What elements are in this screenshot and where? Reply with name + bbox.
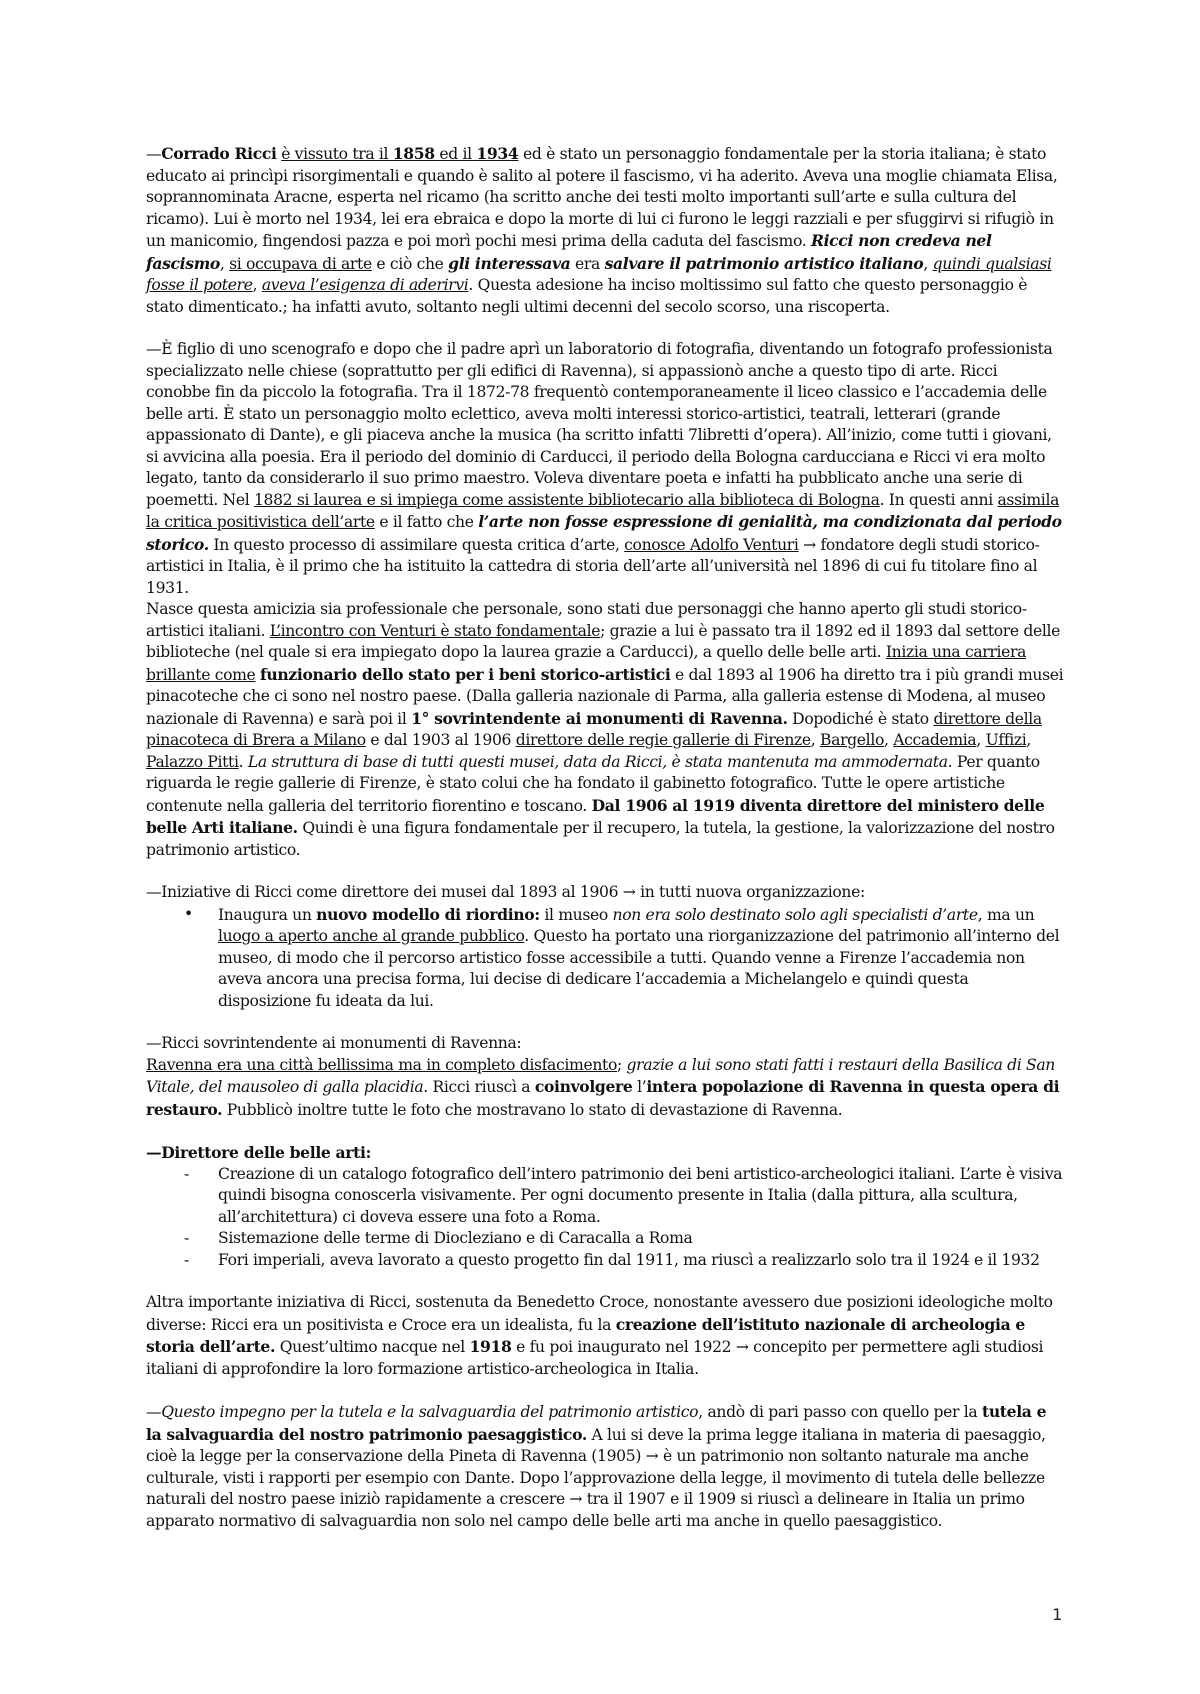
text-run: Per quanto riguarda le regie gallerie di Firenze, è stato colui che ha fondato il gabinetto fotografico. Tutte le opere artistiche contenute nella galleria del territorio fiorentino e toscano. [146, 752, 1040, 815]
text-run: Questo impegno per la tutela e la salvaguardia del patrimonio artistico [161, 1403, 699, 1421]
text-run: . In questi anni [879, 490, 998, 509]
text-run: grazie a lui sono stati fatti i restauri della Basilica di San Vitale, del mausoleo di galla placidia [146, 1055, 1055, 1096]
list-item [146, 1250, 1064, 1272]
text-run: salvare il patrimonio artistico italiano [604, 253, 924, 273]
text-run: ; grazie a lui è passato tra il 1892 ed il 1893 dal settore delle biblioteche (nel quale si era impiegato dopo la laurea grazie a Carducci), a quello delle belle arti. [146, 621, 1061, 661]
text-run: , [923, 254, 933, 273]
text-run: 1934 [476, 144, 519, 163]
text-run: e ciò che [371, 254, 449, 273]
text-run: , [1026, 731, 1031, 749]
director-list [146, 1164, 1064, 1272]
text-run: 1882 si laurea e si impiega come assistente bibliotecario alla biblioteca di Bologna [253, 490, 880, 509]
text-run: . Questo ha portato una riorganizzazione del patrimonio all’interno del museo, di modo che il percorso artistico fosse accessibile a tutti. Quando venne a Firenze l’accademia non aveva ancora una precisa forma, lui decise di dedicare l’accademia a Michelangelo e quindi questa disposizione fu ideata da lui. [218, 927, 1060, 1010]
text-run: , [884, 731, 894, 749]
text-run: l’ [632, 1078, 647, 1096]
text-run: , [219, 254, 230, 273]
text-run: A lui si deve la prima legge italiana in materia di paesaggio, cioè la legge per la conservazione della Pineta di Ravenna (1905) → è un patrimonio non soltanto naturale ma anche culturale, visti i rapporti per esempio con Dante. Dopo l’approvazione della legge, il movimento di tutela delle bellezze naturali del nostro paese iniziò rapidamente a crescere → tra il 1907 e il 1909 si riuscì a delineare in Italia un primo apparato normativo di salvaguardia non solo nel campo delle belle arti ma anche in quello paesaggistico. [146, 1425, 1046, 1530]
bullet-marker: • [184, 904, 193, 923]
page-number: 1 [1052, 1605, 1062, 1624]
text-run: Pubblicò inoltre tutte le foto che mostravano lo stato di devastazione di Ravenna. [222, 1100, 843, 1119]
text-run: ed il [434, 145, 477, 163]
text-run: 1858 [392, 144, 435, 163]
text-run: , ma un [977, 905, 1035, 924]
text-run: 1° sovrintendente ai monumenti di Ravenna. [411, 708, 788, 728]
text-run: conosce Adolfo Venturi [624, 535, 799, 554]
text-run: Bargello [820, 731, 884, 749]
text-run: era [570, 254, 605, 273]
text-run: è vissuto tra il [281, 145, 393, 163]
text-run: L’incontro con Venturi è stato fondamentale [269, 621, 601, 640]
text-run: Uffizi [985, 731, 1027, 749]
text-run: direttore delle regie gallerie di Firenze [515, 731, 811, 749]
initiatives-heading: —Iniziative di Ricci come direttore dei musei dal 1893 al 1906 → in tutti nuova organizzazione: [146, 883, 865, 901]
text-run: Nasce questa amicizia sia professionale che personale, sono stati due personaggi che hanno aperto gli studi storico-artistici italiani. [146, 600, 1027, 640]
text-run: — [146, 1403, 162, 1421]
text-run: → fondatore degli studi storico-artistici in Italia, è il primo che ha istituito la cattedra di storia dell’arte all’università nel 1896 di cui fu titolare fino al 1931. [146, 535, 1040, 597]
dash-marker: - [184, 1164, 189, 1183]
list-item-text: Sistemazione delle terme di Diocleziano e di Caracalla a Roma [218, 1229, 693, 1247]
dash-marker: - [184, 1250, 189, 1269]
section-initiatives [146, 882, 1064, 1012]
text-run: nuovo modello di riordino: [316, 904, 540, 924]
text-run: , [810, 731, 821, 749]
section-director [146, 1142, 1064, 1271]
text-run: Dal 1906 al 1919 diventa direttore del ministero delle belle Arti italiane. [146, 795, 1045, 837]
text-run: Quindi è una figura fondamentale per il recupero, la tutela, la gestione, la valorizzazione del nostro patrimonio artistico. [146, 819, 1055, 859]
text-run: . [238, 752, 248, 771]
text-run: . Ricci riuscì a [423, 1078, 535, 1096]
text-run: gli interessava [448, 253, 571, 273]
dash-marker: - [184, 1229, 189, 1247]
text-run: Altra importante iniziativa di Ricci, sostenuta da Benedetto Croce, nonostante avessero due posizioni ideologiche molto diverse: Ricci era un positivista e Croce era un idealista, fu la [146, 1293, 1053, 1334]
text-run: Corrado Ricci [161, 144, 277, 163]
text-run: Quest’ultimo nacque nel [275, 1338, 470, 1356]
text-run: tutela e la salvaguardia del nostro patrimonio paesaggistico. [146, 1402, 1047, 1444]
ravenna-heading: —Ricci sovrintendente ai monumenti di Ravenna: [146, 1034, 522, 1052]
text-run: Ravenna era una città bellissima ma in completo disfacimento [146, 1055, 617, 1074]
list-item-text [218, 906, 1059, 1010]
text-run: coinvolgere [534, 1077, 633, 1096]
text-run: Ricci non credeva nel fascismo [146, 231, 992, 273]
text-run: funzionario dello stato per i beni storico-artistici [260, 664, 671, 684]
text-run: e fu poi inaugurato nel 1922 → concepito per permettere agli studiosi italiani di approfondire la loro formazione artistico-archeologica in Italia. [146, 1338, 1044, 1378]
text-run: luogo a aperto anche al grande pubblico [218, 927, 525, 945]
text-run: —È figlio di uno scenografo e dopo che il padre aprì un laboratorio di fotografia, diventando un fotografo professionista specializzato nelle chiese (soprattutto per gli edifici di Ravenna), si appassionò anche a questo tipo di arte. Ricci conobbe fin da piccolo la fotografia. Tra il 1872-78 frequentò contemporaneamente il liceo classico e l’accademia delle belle arti. È stato un personaggio molto eclettico, aveva molti interessi storico-artistici, teatrali, letterari (grande appassionato di Dante), e gli piaceva anche la musica (ha scritto infatti 7libretti d’opera). All’inizio, come tutti i giovani, si avvicina alla poesia. Era il periodo del dominio di Carducci, il periodo della Bologna carducciana e Ricci vi era molto legato, tanto da considerarlo il suo primo maestro. Voleva diventare poeta e infatti ha pubblicato anche una serie di poemetti. Nel [146, 340, 1053, 509]
text-run: direttore della pinacoteca di Brera a Milano [146, 709, 1042, 749]
text-run: assimila la critica positivistica dell’arte [146, 490, 1060, 531]
paragraph-biography [146, 143, 1064, 318]
text-run: Accademia [893, 731, 977, 749]
initiatives-list [146, 904, 1064, 1013]
paragraph-institute [146, 1292, 1064, 1380]
text-run: e dal 1893 al 1906 ha diretto tra i più grandi musei pinacoteche che ci sono nel nostro paese. (Dalla galleria nazionale di Parma, alla galleria estense di Modena, al museo nazionale di Ravenna) e sarà poi il [146, 665, 1064, 728]
text-run: , andò di pari passo con quello per la [698, 1403, 982, 1421]
text-run: l’arte non fosse espressione di genialità, ma condizionata dal periodo storico. [146, 512, 1062, 554]
text-run: Dopodiché è stato [787, 709, 934, 728]
text-run: , [252, 276, 262, 294]
text-run: ; [616, 1055, 627, 1074]
text-run: e dal 1903 al 1906 [365, 731, 516, 749]
text-run: . Questa adesione ha inciso moltissimo sul fatto che questo personaggio è stato dimenticato.; ha infatti avuto, soltanto negli ultimi decenni del secolo scorso, una riscoperta. [146, 276, 1028, 316]
text-run: 1918 [469, 1337, 512, 1356]
text-run: Inizia una carriera brillante come [146, 643, 1027, 684]
text-run: — [146, 145, 162, 163]
text-run: e il fatto che [374, 513, 479, 531]
list-item-text: Creazione di un catalogo fotografico dell’intero patrimonio dei beni artistico-archeologici italiani. L’arte è visiva quindi bisogna conoscerla visivamente. Per ogni documento presente in Italia (dalla pittura, alla scultura, all’architettura) ci doveva essere una foto a Roma. [218, 1164, 1063, 1226]
text-run: In questo processo di assimilare questa critica d’arte, [208, 535, 625, 554]
section-ravenna [146, 1033, 1064, 1121]
document-body [146, 143, 1064, 1553]
paragraph-career [146, 339, 1064, 861]
text-run: quindi qualsiasi fosse il potere [146, 254, 1052, 294]
paragraph-landscape [146, 1401, 1064, 1532]
text-run: La struttura di base di tutti questi musei, data da Ricci, è stata mantenuta ma ammodernata. [247, 752, 953, 771]
ravenna-text [146, 1055, 1064, 1122]
list-item [146, 904, 1064, 1013]
text-run: , [976, 731, 986, 749]
text-run: aveva l’esigenza di aderirvi [261, 276, 469, 294]
list-item [146, 1228, 1064, 1250]
list-item-text: Fori imperiali, aveva lavorato a questo progetto fin dal 1911, ma riuscì a realizzarlo solo tra il 1924 e il 1932 [218, 1250, 1040, 1269]
text-run: ed è stato un personaggio fondamentale per la storia italiana; è stato educato ai princìpi risorgimentali e quando è salito al potere il fascismo, vi ha aderito. Aveva una moglie chiamata Elisa, soprannominata Aracne, esperta nel ricamo (ha scritto anche dei testi molto importanti sull’arte e sulla cultura del ricamo). Lui è morto nel 1934, lei era ebraica e dopo la morte di lui ci furono le leggi razziali e per sfuggirvi si rifugiò in un manicomio, fingendosi pazza e poi morì pochi mesi prima della caduta del fascismo. [146, 145, 1058, 250]
text-run: si occupava di arte [229, 254, 372, 273]
text-run: intera popolazione di Ravenna in questa opera di restauro. [146, 1077, 1060, 1119]
director-heading: —Direttore delle belle arti: [146, 1143, 371, 1162]
text-run: Inaugura un [218, 905, 317, 924]
text-run: Palazzo Pitti [146, 752, 239, 771]
text-run: creazione dell’istituto nazionale di archeologia e storia dell’arte. [146, 1314, 1025, 1356]
list-item [146, 1164, 1064, 1229]
text-run: non era solo destinato solo agli specialisti d’arte [612, 905, 978, 924]
text-run: il museo [539, 905, 613, 924]
